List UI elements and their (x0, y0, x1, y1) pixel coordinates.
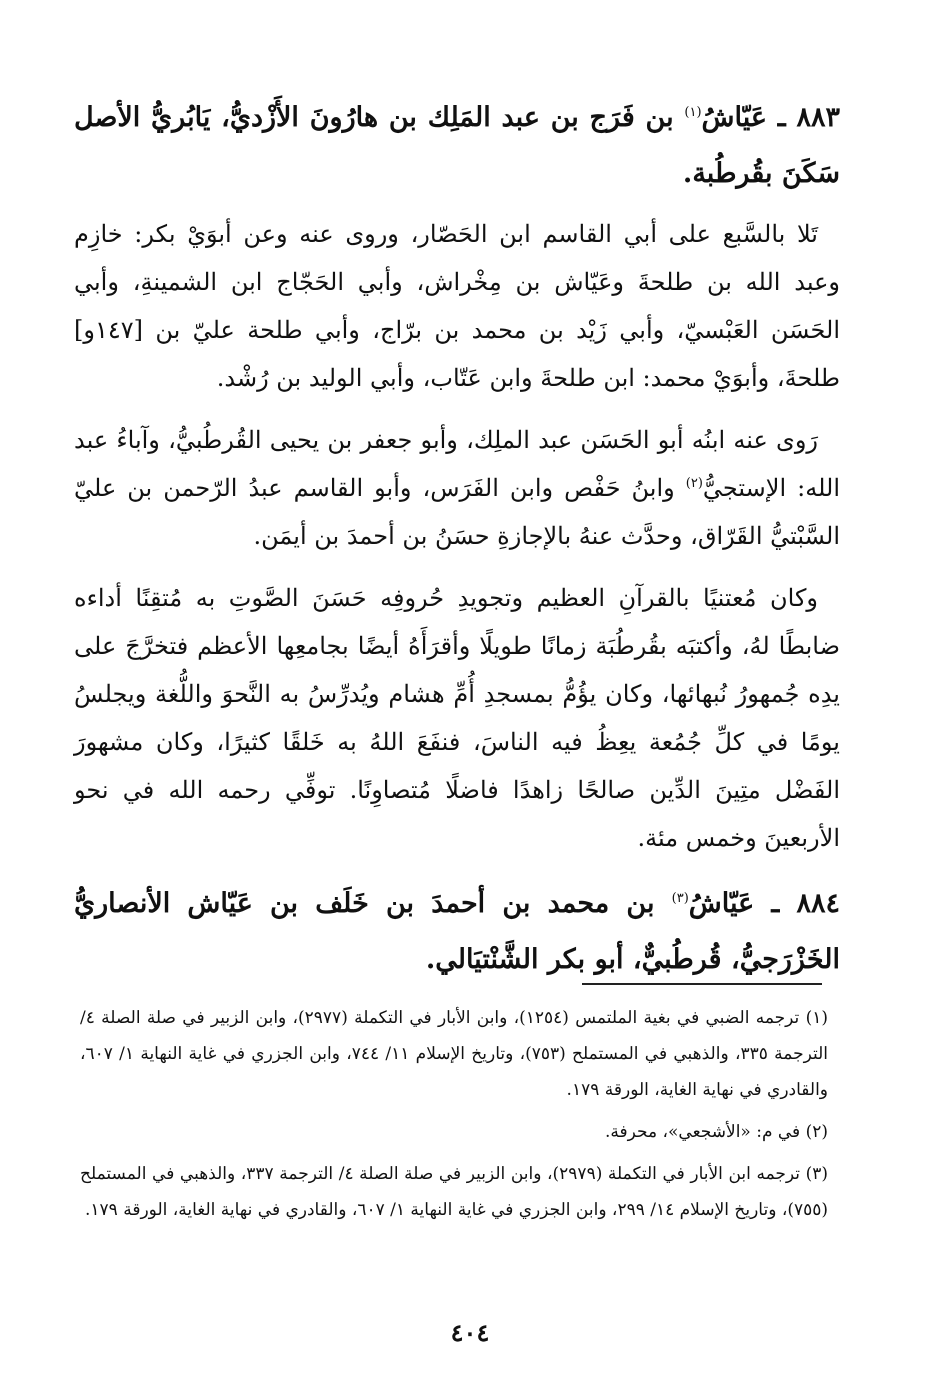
paragraph-students-part1: رَوى عنه ابنُه أبو الحَسَن عبد الملِك، وأبو جعفر بن يحيى القُرطُبيُّ، وآباءُ عبد الله: الإستجيُّ (74, 426, 841, 502)
footnote-3: (٣) ترجمه ابن الأبار في التكملة (٢٩٧٩)، وابن الزبير في صلة الصلة ٤/ الترجمة ٣٣٧، والذهبي في المستملح (٧٥٥)، وتاريخ الإسلام ١٤/ ٢٩٩، وابن الجزري في غاية النهاية ١/ ٦٠٧، والقادري في نهاية الغاية، الورقة ١٧٩. (80, 1164, 829, 1220)
entry-number: ٨٨٣ ـ (777, 102, 840, 133)
entry-name: عَيّاشُ (701, 102, 767, 133)
footnote-ref-2: (٢) (685, 476, 703, 491)
entry-number: ٨٨٤ ـ (771, 888, 840, 919)
paragraph-biography: وكان مُعتنيًا بالقرآنِ العظيم وتجويدِ حُروفِه حَسَنَ الصَّوتِ به مُتقِنًا أداءه ضابطًا لهُ، وأكتبَه بقُرطُبَة زمانًا طويلًا وأقرَأَهُ أيضًا بجامعِها الأعظم فتخرَّجَ على يدِه جُمهورُ نُبهائها، وكان يؤُمُّ بمسجدِ أُمِّ هشام ويُدرِّسُ به النَّحوَ واللُّغة ويجلسُ يومًا في كلِّ جُمُعة يعِظُ فيه الناسَ، فنفَعَ اللهُ به خَلقًا كثيرًا، وكان مشهورَ الفَضْل متِينَ الدِّين صالحًا زاهدًا فاضلًا مُتصاوِنًا. توفِّي رحمه الله في نحو الأربعينَ وخمس مئة. (74, 584, 840, 852)
paragraph-students (74, 416, 840, 560)
entry-lineage: بن فَرَج بن عبد المَلِك بن هارُونَ الأَزْديُّ، يَابُريُّ الأصل سَكَنَ بقُرطُبة. (74, 102, 840, 189)
paragraph-teachers: تَلا بالسَّبع على أبي القاسم ابن الحَصّار، وروى عنه وعن أبوَيْ بكر: خازِم وعبد الله بن طلحةَ وعَيّاش بن مِخْراش، وأبي الحَجّاج ابن الشمينةِ، وأبي الحَسَن العَبْسيّ، وأبي زَيْد بن محمد بن برّاج، وأبي طلحة عليّ بن [١٤٧و] طلحةَ، وأبوَيْ محمد: ابن طلحةَ وابن عَتّاب، وأبي الوليد بن رُشْد. (74, 220, 840, 392)
footnote-ref-3: (٣) (671, 891, 689, 906)
footnote-divider (582, 983, 822, 985)
main-text (74, 90, 840, 996)
footnotes (80, 1000, 828, 1234)
footnote-1: (١) ترجمه الضبي في بغية الملتمس (١٢٥٤)، وابن الأبار في التكملة (٢٩٧٧)، وابن الزبير في صلة الصلة ٤/ الترجمة ٣٣٥، والذهبي في المستملح (٧٥٣)، وتاريخ الإسلام ١١/ ٧٤٤، وابن الجزري في غاية النهاية ١/ ٦٠٧، والقادري في نهاية الغاية، الورقة ١٧٩. (80, 1008, 828, 1100)
page-number: ٤٠٤ (450, 1318, 490, 1347)
footnote-2: (٢) في م: «الأشجعي»، محرفة. (605, 1122, 828, 1142)
entry-name: عَيّاشُ (688, 888, 755, 919)
entry-heading-883 (74, 90, 840, 202)
entry-lineage: بن محمد بن أحمدَ بن خَلَف بن عَيّاش الأنصاريُّ الخَزْرَجيُّ، قُرطُبيٌّ، أبو بكر الشَّنْتيَالي. (74, 888, 840, 975)
entry-heading-884 (74, 876, 840, 988)
paragraph-students-part2: وابنُ حَفْص وابن الفَرَس، وأبو القاسم عبدُ الرّحمن بن عليّ السَّبْتيُّ القَرّاق، وحدَّث عنهُ بالإجازةِ حسَنُ بن أحمدَ بن أيمَن. (74, 474, 840, 550)
footnote-ref-1: (١) (684, 105, 702, 120)
